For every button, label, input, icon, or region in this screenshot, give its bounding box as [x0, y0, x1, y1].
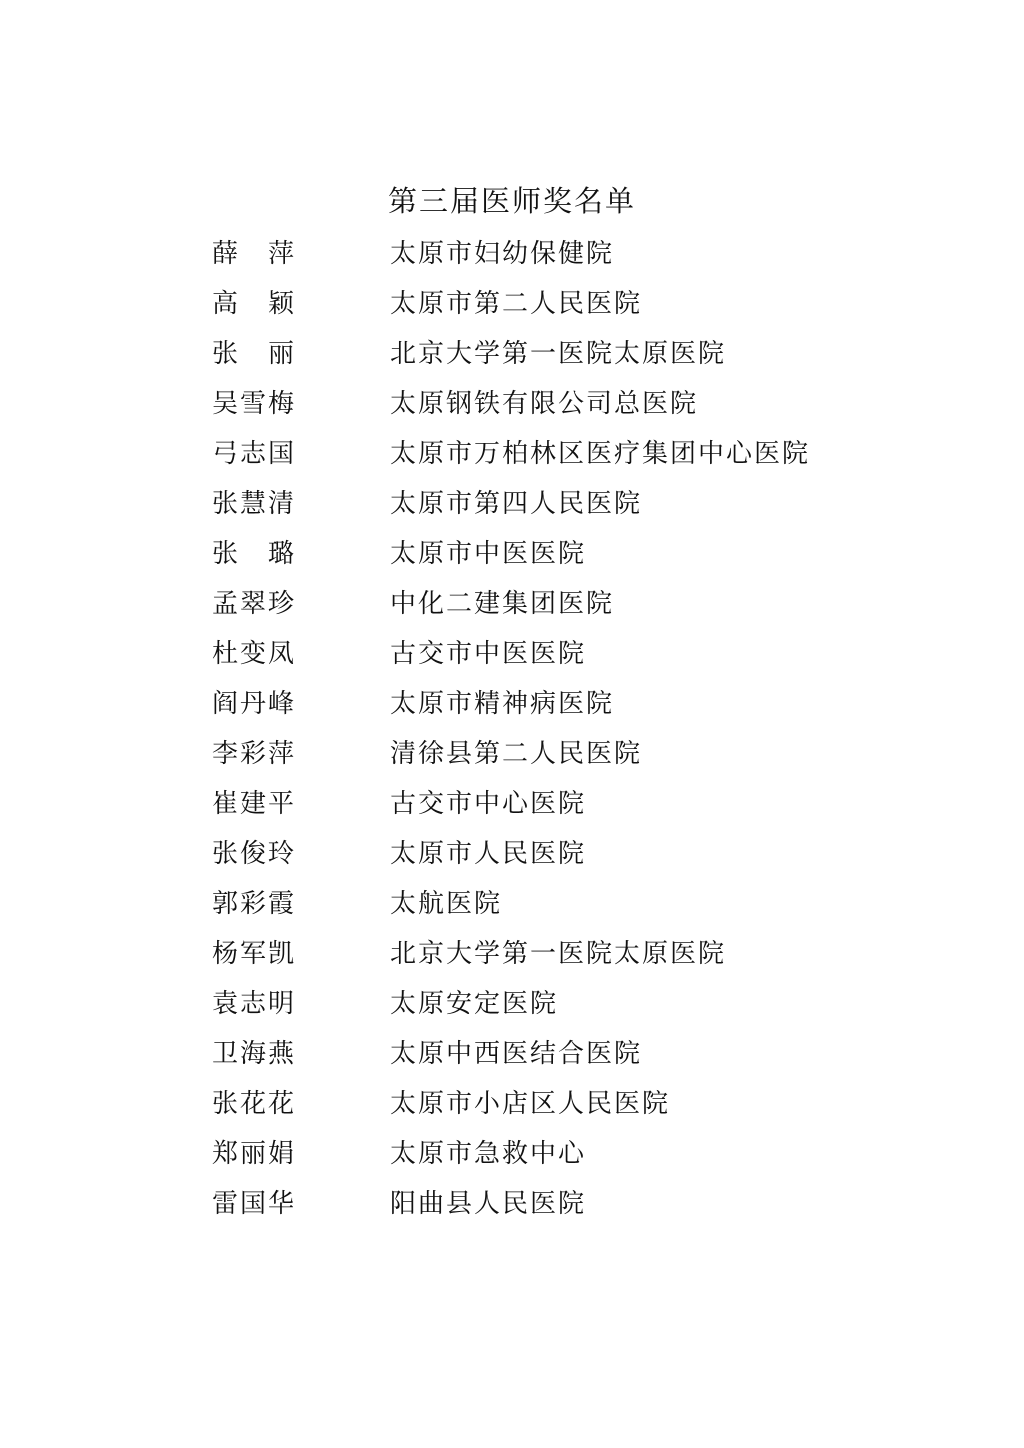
recipient-name: 郭彩霞: [212, 889, 297, 919]
recipient-organization: 阳曲县人民医院: [390, 1189, 587, 1219]
list-item: [212, 1182, 852, 1232]
recipient-name: 卫海燕: [212, 1039, 297, 1069]
list-item: [212, 432, 852, 482]
recipient-organization: 古交市中医医院: [390, 639, 587, 669]
recipient-name: 弓志国: [212, 439, 297, 469]
list-item: [212, 1082, 852, 1132]
recipient-organization: 太原市小店区人民医院: [390, 1089, 671, 1119]
recipient-organization: 太原钢铁有限公司总医院: [390, 389, 699, 419]
recipient-name: 李彩萍: [212, 739, 297, 769]
recipient-name: 张花花: [212, 1089, 297, 1119]
recipient-organization: 太原市急救中心: [390, 1139, 587, 1169]
recipient-name: 杨军凯: [212, 939, 297, 969]
list-item: [212, 932, 852, 982]
list-item: [212, 332, 852, 382]
award-list: [212, 232, 852, 1232]
recipient-name: 张 璐: [212, 539, 297, 569]
recipient-organization: 太原市人民医院: [390, 839, 587, 869]
list-item: [212, 632, 852, 682]
list-item: [212, 382, 852, 432]
recipient-name: 孟翠珍: [212, 589, 297, 619]
recipient-organization: 太原市精神病医院: [390, 689, 615, 719]
recipient-organization: 太原市第四人民医院: [390, 489, 643, 519]
recipient-organization: 太原中西医结合医院: [390, 1039, 643, 1069]
recipient-name: 袁志明: [212, 989, 297, 1019]
list-item: [212, 1032, 852, 1082]
recipient-organization: 中化二建集团医院: [390, 589, 615, 619]
list-item: [212, 982, 852, 1032]
recipient-organization: 北京大学第一医院太原医院: [390, 339, 727, 369]
list-item: [212, 832, 852, 882]
recipient-organization: 太原市第二人民医院: [390, 289, 643, 319]
recipient-organization: 太航医院: [390, 889, 503, 919]
list-item: [212, 682, 852, 732]
recipient-name: 郑丽娟: [212, 1139, 297, 1169]
list-item: [212, 1132, 852, 1182]
recipient-name: 雷国华: [212, 1189, 297, 1219]
recipient-name: 杜变凤: [212, 639, 297, 669]
recipient-name: 阎丹峰: [212, 689, 297, 719]
list-item: [212, 782, 852, 832]
recipient-organization: 太原市中医医院: [390, 539, 587, 569]
recipient-organization: 太原市万柏林区医疗集团中心医院: [390, 439, 811, 469]
recipient-name: 张慧清: [212, 489, 297, 519]
recipient-name: 张俊玲: [212, 839, 297, 869]
list-item: [212, 482, 852, 532]
list-item: [212, 282, 852, 332]
list-item: [212, 582, 852, 632]
recipient-name: 张 丽: [212, 339, 297, 369]
list-item: [212, 882, 852, 932]
list-item: [212, 232, 852, 282]
recipient-name: 薛 萍: [212, 239, 297, 269]
recipient-organization: 太原市妇幼保健院: [390, 239, 615, 269]
recipient-name: 吴雪梅: [212, 389, 297, 419]
recipient-organization: 北京大学第一医院太原医院: [390, 939, 727, 969]
recipient-organization: 太原安定医院: [390, 989, 559, 1019]
list-item: [212, 732, 852, 782]
recipient-organization: 古交市中心医院: [390, 789, 587, 819]
page-title: 第三届医师奖名单: [387, 184, 636, 218]
recipient-name: 高 颖: [212, 289, 297, 319]
recipient-organization: 清徐县第二人民医院: [390, 739, 643, 769]
recipient-name: 崔建平: [212, 789, 297, 819]
list-item: [212, 532, 852, 582]
